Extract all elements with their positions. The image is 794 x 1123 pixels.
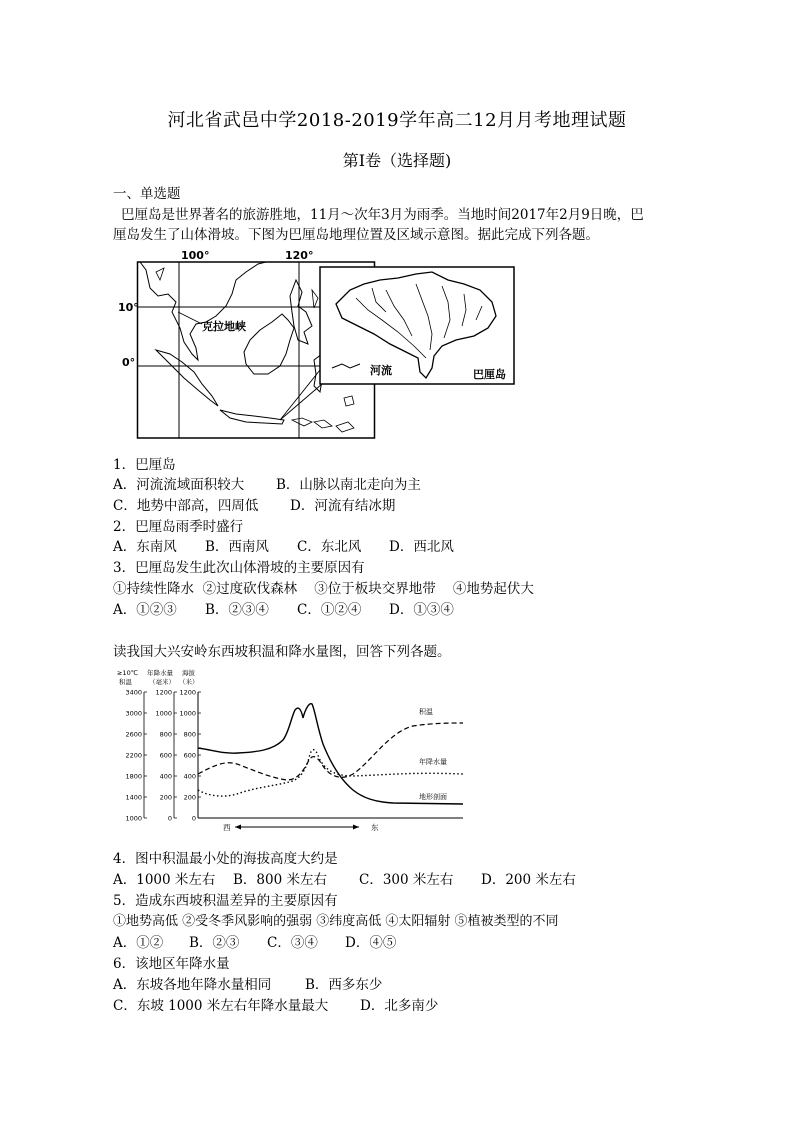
q3-option-d[interactable]: D．①③④ bbox=[389, 602, 454, 618]
q5-statements: ①地势高低 ②受冬季风影响的强弱 ③纬度高低 ④太阳辐射 ⑤植被类型的不同 bbox=[113, 914, 559, 929]
axis3-tick-label: 600 bbox=[183, 751, 196, 760]
series-label-terrain-profile: 地形剖面 bbox=[419, 793, 447, 801]
axis2-tick-label: 0 bbox=[167, 814, 172, 823]
q1-option-b[interactable]: B．山脉以南北走向为主 bbox=[276, 477, 421, 493]
q4-option-d[interactable]: D．200 米左右 bbox=[481, 872, 576, 888]
axis3-header-line2: （米） bbox=[179, 678, 199, 686]
q3-option-a[interactable]: A．①②③ bbox=[113, 602, 177, 618]
annual-precipitation-line bbox=[198, 750, 463, 796]
q5-option-d[interactable]: D．④⑤ bbox=[345, 935, 397, 951]
map-lat-0-label: 0° bbox=[122, 356, 136, 369]
q1-option-d[interactable]: D．河流有结冰期 bbox=[290, 498, 396, 514]
axis1-tick-label: 3400 bbox=[125, 688, 142, 697]
q3-statements: ①持续性降水 ②过度砍伐森林 ③位于板块交界地带 ④地势起伏大 bbox=[113, 581, 534, 597]
q4-option-b[interactable]: B．800 米左右 bbox=[233, 872, 327, 888]
terrain-profile-line bbox=[198, 704, 463, 804]
axis3-tick-label: 1000 bbox=[179, 709, 196, 718]
axis2-tick-label: 200 bbox=[159, 793, 172, 802]
question-6: 6．该地区年降水量 bbox=[113, 956, 230, 972]
intro-paragraph-line-1: 巴厘岛是世界著名的旅游胜地，11月～次年3月为雨季。当地时间2017年2月9日晚，巴 bbox=[121, 207, 644, 223]
axis1-header-line2: 积温 bbox=[119, 678, 132, 686]
axis3-tick-label: 800 bbox=[183, 730, 196, 739]
map-lon-120-label: 120° bbox=[285, 249, 314, 262]
bali-location-map bbox=[118, 249, 518, 442]
q6-option-c[interactable]: C．东坡 1000 米左右年降水量最大 bbox=[113, 998, 329, 1014]
axis2-tick-label: 600 bbox=[159, 751, 172, 760]
q4-option-c[interactable]: C．300 米左右 bbox=[359, 872, 454, 888]
q1-option-a[interactable]: A．河流流域面积较大 bbox=[113, 477, 245, 493]
q3-option-b[interactable]: B．②③④ bbox=[205, 602, 269, 618]
map-isthmus-label: 克拉地峡 bbox=[202, 320, 246, 333]
axis1-tick-label: 3000 bbox=[125, 709, 142, 718]
axis1-tick-label: 1000 bbox=[125, 814, 142, 823]
map-lon-100-label: 100° bbox=[181, 249, 210, 262]
intro-paragraph-2: 读我国大兴安岭东西坡积温和降水量图，回答下列各题。 bbox=[113, 644, 451, 660]
series-label-precipitation: 年降水量 bbox=[419, 758, 447, 766]
q4-option-a[interactable]: A．1000 米左右 bbox=[113, 872, 216, 888]
axis2-header-line1: 年降水量 bbox=[147, 669, 173, 677]
page-title: 河北省武邑中学2018-2019学年高二12月月考地理试题 bbox=[167, 110, 627, 131]
question-2: 2．巴厘岛雨季时盛行 bbox=[113, 519, 244, 535]
question-1: 1．巴厘岛 bbox=[113, 457, 176, 473]
map-river-legend-label: 河流 bbox=[370, 364, 392, 377]
q5-option-c[interactable]: C．③④ bbox=[267, 935, 318, 951]
series-label-accumulated-temperature: 积温 bbox=[419, 708, 433, 716]
map-island-label: 巴厘岛 bbox=[473, 368, 506, 381]
q3-option-c[interactable]: C．①②④ bbox=[297, 602, 362, 618]
question-4: 4．图中积温最小处的海拔高度大约是 bbox=[113, 851, 338, 867]
q5-option-a[interactable]: A．①② bbox=[113, 935, 164, 951]
x-label-east: 东 bbox=[371, 823, 379, 832]
q2-option-a[interactable]: A．东南风 bbox=[113, 539, 177, 555]
axis1-tick-label: 2200 bbox=[125, 751, 142, 760]
axis2-tick-label: 1200 bbox=[155, 688, 172, 697]
q5-option-b[interactable]: B．②③ bbox=[189, 935, 240, 951]
axis3-tick-label: 0 bbox=[191, 814, 196, 823]
axis3-tick-label: 200 bbox=[183, 793, 196, 802]
axis1-tick-label: 2600 bbox=[125, 730, 142, 739]
axis1-tick-label: 1800 bbox=[125, 772, 142, 781]
axis3-tick-label: 400 bbox=[183, 772, 196, 781]
q2-option-d[interactable]: D．西北风 bbox=[389, 539, 454, 555]
section-subtitle: 第I卷（选择题) bbox=[342, 151, 452, 170]
axis1-tick-label: 1400 bbox=[125, 793, 142, 802]
question-5: 5．造成东西坡积温差异的主要原因有 bbox=[113, 893, 338, 909]
axis2-header-line2: （毫米） bbox=[149, 678, 175, 686]
q2-option-c[interactable]: C．东北风 bbox=[297, 539, 362, 555]
map-lat-10-label: 10° bbox=[118, 301, 139, 314]
q1-option-c[interactable]: C．地势中部高，四周低 bbox=[113, 498, 259, 514]
q2-option-b[interactable]: B．西南风 bbox=[205, 539, 269, 555]
q6-option-d[interactable]: D．北多南少 bbox=[360, 998, 439, 1014]
axis3-header-line1: 海拔 bbox=[182, 669, 195, 677]
da-hinggan-chart bbox=[113, 662, 468, 837]
q6-option-b[interactable]: B．西多东少 bbox=[305, 977, 383, 993]
axis3-tick-label: 1200 bbox=[179, 688, 196, 697]
section-heading: 一、单选题 bbox=[113, 186, 181, 202]
intro-paragraph-line-2: 厘岛发生了山体滑坡。下图为巴厘岛地理位置及区域示意图。据此完成下列各题。 bbox=[113, 227, 599, 243]
q6-option-a[interactable]: A．东坡各地年降水量相同 bbox=[113, 977, 272, 993]
axis1-header-line1: ≥10℃ bbox=[117, 669, 139, 677]
x-label-west: 西 bbox=[223, 823, 231, 832]
axis2-tick-label: 1000 bbox=[155, 709, 172, 718]
axis2-tick-label: 400 bbox=[159, 772, 172, 781]
question-3: 3．巴厘岛发生此次山体滑坡的主要原因有 bbox=[113, 560, 365, 576]
axis2-tick-label: 800 bbox=[159, 730, 172, 739]
